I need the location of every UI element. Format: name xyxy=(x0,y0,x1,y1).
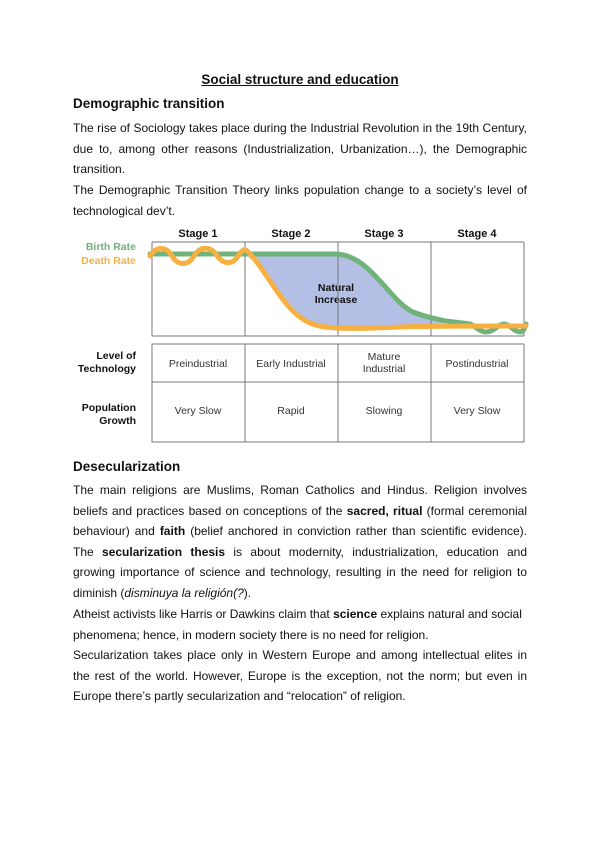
paragraph: Secularization takes place only in Western Europe and among intellectual elites in the rest of the world. However, Europe is the exception, not the norm; but even in Europe there’s partly secularization and “relocation” of religion. xyxy=(73,648,527,703)
row-label-growth: Population xyxy=(81,402,136,414)
section-heading-desecularization: Desecularization xyxy=(73,459,181,474)
legend-birth-rate: Birth Rate xyxy=(85,241,136,253)
growth-cell: Very Slow xyxy=(174,405,222,417)
stage-label: Stage 4 xyxy=(457,228,497,240)
growth-cell: Slowing xyxy=(365,405,403,417)
row-label-technology: Level of xyxy=(96,350,136,362)
growth-cell: Rapid xyxy=(277,405,305,417)
natural-increase-label: Increase xyxy=(314,294,358,306)
paragraph: The main religions are Muslims, Roman Catholics and Hindus. Religion involves beliefs and practices based on conceptions of the sacred, ritual (formal ceremonial behaviour) and faith (belief anchored in conviction rather than scientific evidence). The secularization thesis is about modernity, industrialization, education and growing importance of science and technology, resulting in the need for religion to diminish (disminuya la religión(?). xyxy=(73,483,527,600)
page-title: Social structure and education xyxy=(201,72,399,87)
paragraph: The rise of Sociology takes place during the Industrial Revolution in the 19th Century, due to, among other reasons (Industrialization, Urbanization…), the Demographic transition. xyxy=(73,121,527,176)
technology-cell: Mature xyxy=(367,351,401,363)
paragraph: The Demographic Transition Theory links population change to a society’s level of technological dev’t. xyxy=(73,183,527,218)
row-label-growth: Growth xyxy=(99,415,136,427)
technology-cell: Early Industrial xyxy=(256,358,326,370)
technology-cell: Industrial xyxy=(362,363,406,375)
row-label-technology: Technology xyxy=(77,363,136,375)
legend-death-rate: Death Rate xyxy=(81,255,136,267)
technology-cell: Postindustrial xyxy=(445,358,509,370)
section-heading-demographic: Demographic transition xyxy=(73,96,225,111)
natural-increase-label: Natural xyxy=(317,282,355,294)
stage-label: Stage 2 xyxy=(271,228,311,240)
paragraph: Atheist activists like Harris or Dawkins claim that science explains natural and social phenomena; hence, in modern society there is no need for religion. xyxy=(73,607,522,642)
technology-cell: Preindustrial xyxy=(168,358,228,370)
growth-cell: Very Slow xyxy=(453,405,501,417)
stage-label: Stage 1 xyxy=(178,228,218,240)
demographic-transition-figure xyxy=(70,222,530,444)
stage-label: Stage 3 xyxy=(364,228,404,240)
